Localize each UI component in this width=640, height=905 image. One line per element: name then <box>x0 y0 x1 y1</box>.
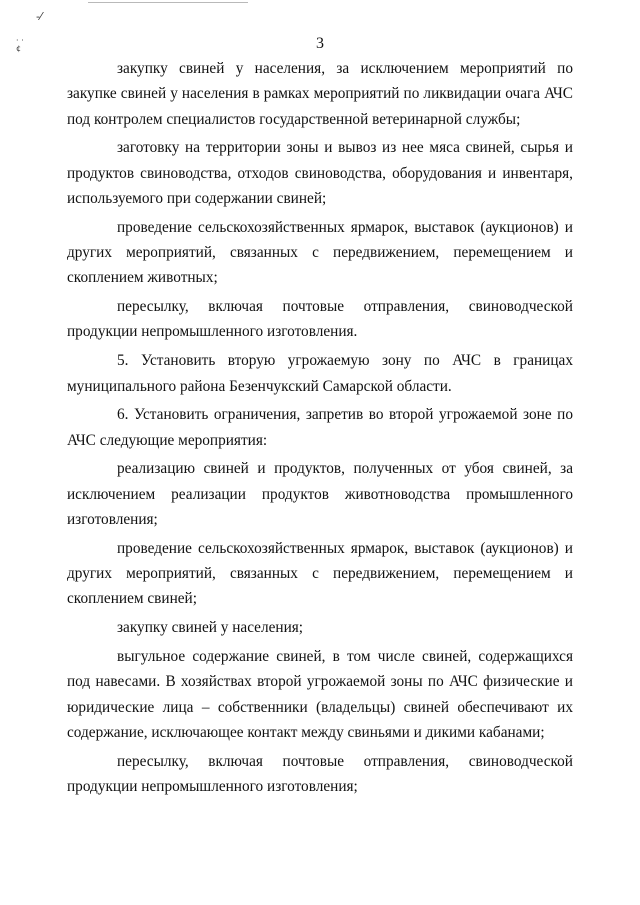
paragraph-sale-of-pigs: реализацию свиней и продуктов, полученных от убоя свиней, за исключением реализации продуктов животноводства промышленного изготовления; <box>67 460 573 529</box>
paragraph-clause-5: 5. Установить вторую угрожаемую зону по АЧС в границах муниципального района Безенчукский Самарской области. <box>67 352 573 395</box>
document-body <box>67 56 573 803</box>
paragraph-pig-purchase-exception: закупку свиней у населения, за исключением мероприятий по закупке свиней у населения в рамках мероприятий по ликвидации очага АЧС под контролем специалистов государственной ветеринарной службы; <box>67 60 573 128</box>
paragraph-fairs-animals: проведение сельскохозяйственных ярмарок, выставок (аукционов) и других мероприятий, связанных с передвижением, перемещением и скоплением животных; <box>67 218 573 287</box>
scan-mark-lower: · · ¢ <box>16 36 24 53</box>
paragraph-purchase-from-population: закупку свиней у населения; <box>117 619 304 637</box>
paragraph-free-range-keeping: выгульное содержание свиней, в том числе свиней, содержащихся под навесами. В хозяйствах второй угрожаемой зоны по АЧС физические и юридические лица – собственники (владельцы) свиней обеспечивают их содержание, исключающее контакт между свиньями и дикими кабанами; <box>67 648 573 741</box>
paragraph-procurement-export: заготовку на территории зоны и вывоз из нее мяса свиней, сырья и продуктов свиноводства, отходов свиноводства, оборудования и инвентаря, используемого при содержании свиней; <box>67 139 573 207</box>
scan-edge-line <box>88 2 248 3</box>
paragraph-postal-shipment-second: пересылку, включая почтовые отправления, свиноводческой продукции непромышленного изготовления; <box>67 752 573 796</box>
paragraph-clause-6: 6. Установить ограничения, запретив во второй угрожаемой зоне по АЧС следующие мероприятия: <box>67 406 573 449</box>
page-number: 3 <box>316 35 324 52</box>
scan-mark-upper: -⁄ <box>36 10 42 23</box>
paragraph-fairs-pigs: проведение сельскохозяйственных ярмарок, выставок (аукционов) и других мероприятий, связанных с передвижением, перемещением и скоплением свиней; <box>67 539 573 608</box>
paragraph-postal-shipment: пересылку, включая почтовые отправления, свиноводческой продукции непромышленного изготовления. <box>67 298 573 341</box>
